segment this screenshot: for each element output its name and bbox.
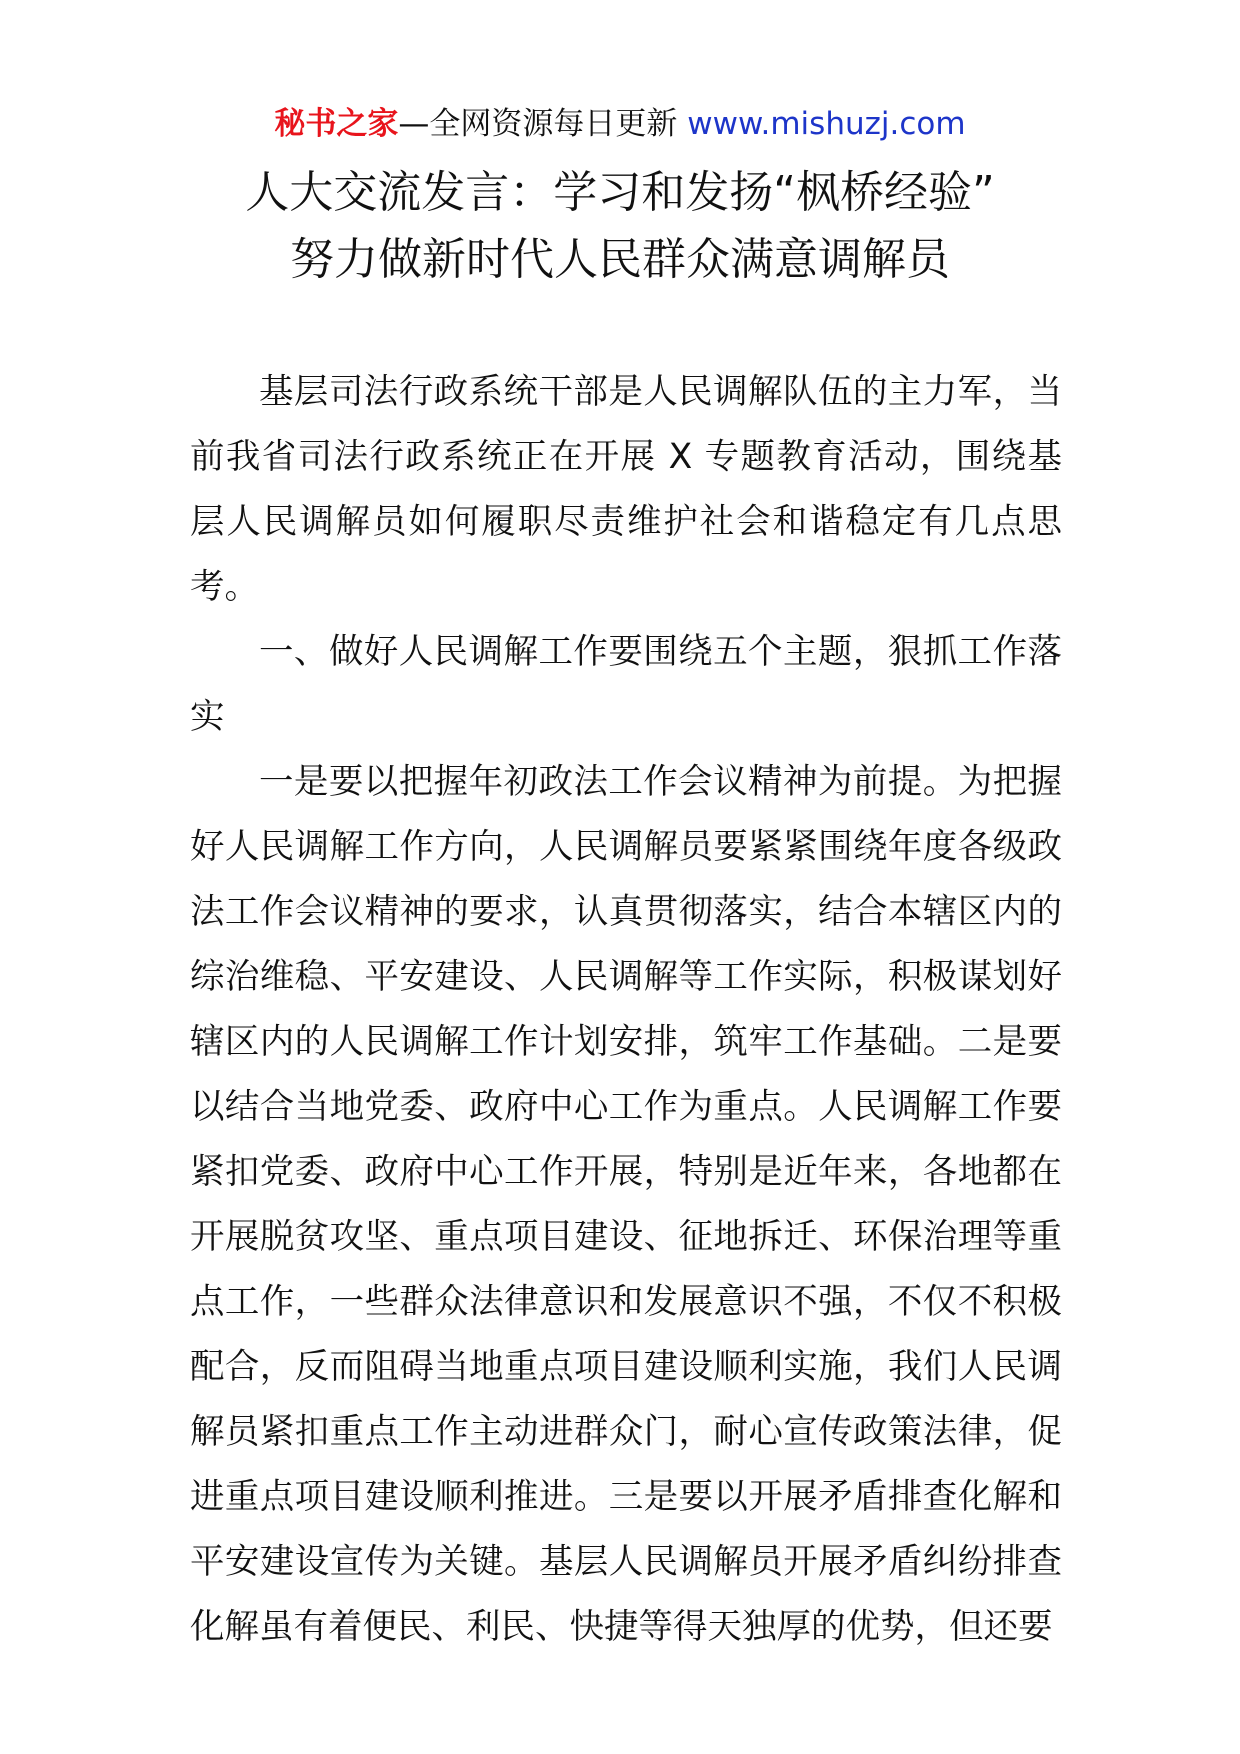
site-header [0,98,1240,150]
site-brand: 秘书之家 [274,106,399,142]
body-paragraph-1: 一是要以把握年初政法工作会议精神为前提。为把握好人民调解工作方向，人民调解员要紧紧围绕年度各级政法工作会议精神的要求，认真贯彻落实，结合本辖区内的综治维稳、平安建设、人民调解等工作实际，积极谋划好辖区内的人民调解工作计划安排，筑牢工作基础。二是要以结合当地党委、政府中心工作为重点。人民调解工作要紧扣党委、政府中心工作开展，特别是近年来，各地都在开展脱贫攻坚、重点项目建设、征地拆迁、环保治理等重点工作，一些群众法律意识和发展意识不强，不仅不积极配合，反而阻碍当地重点项目建设顺利实施，我们人民调解员紧扣重点工作主动进群众门，耐心宣传政策法律，促进重点项目建设顺利推进。三是要以开展矛盾排查化解和平安建设宣传为关键。基层人民调解员开展矛盾纠纷排查化解虽有着便民、利民、快捷等得天独厚的优势，但还要 [190,762,1062,1647]
document-title-line-1: 人大交流发言：学习和发扬“枫桥经验” [245,167,995,218]
site-tagline: —全网资源每日更新 [398,106,678,142]
document-body [190,360,1062,1660]
section-heading-1: 一、做好人民调解工作要围绕五个主题，狠抓工作落实 [190,632,1062,737]
document-title-line-2: 努力做新时代人民群众满意调解员 [290,234,950,285]
site-url-link[interactable]: www.mishuzj.com [687,106,966,142]
body-paragraph-intro: 基层司法行政系统干部是人民调解队伍的主力军，当前我省司法行政系统正在开展 X 专题教育活动，围绕基层人民调解员如何履职尽责维护社会和谐稳定有几点思考。 [190,372,1062,607]
